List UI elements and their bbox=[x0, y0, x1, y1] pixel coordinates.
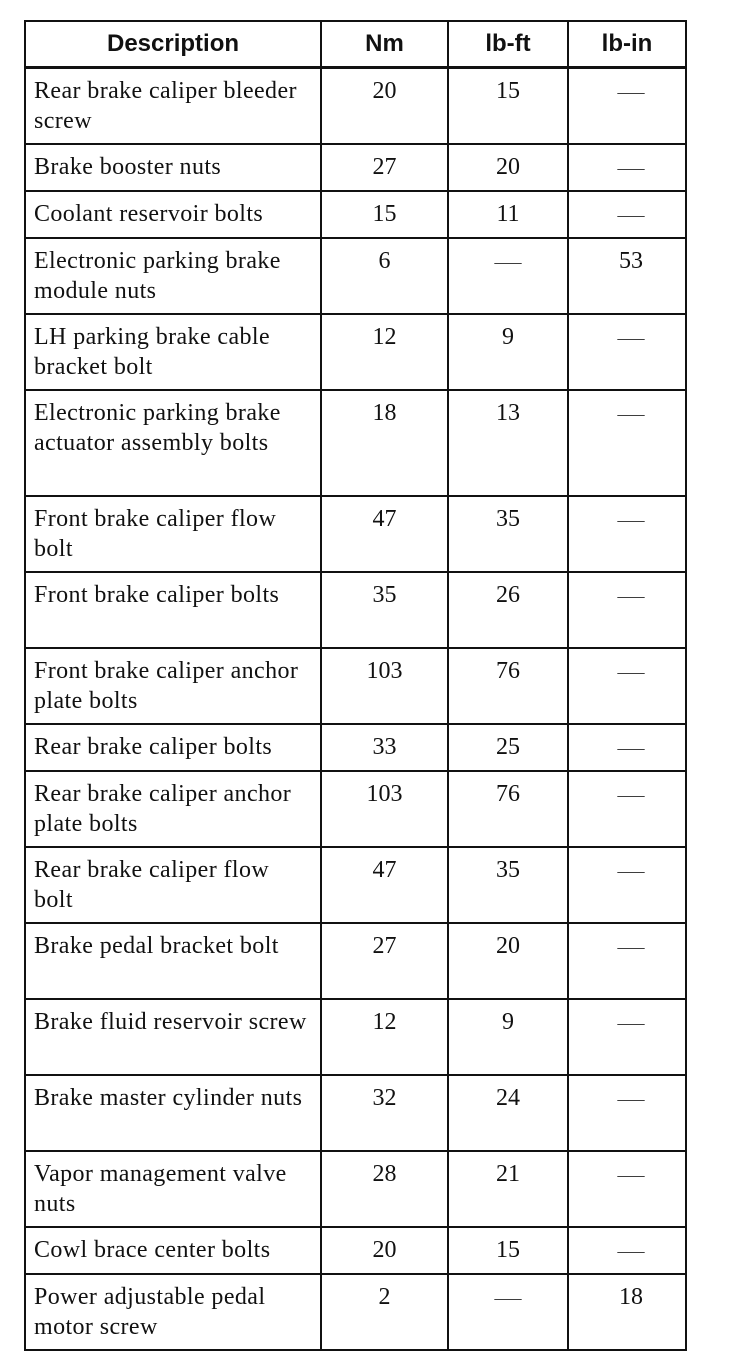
row-lbft: 76 bbox=[448, 771, 568, 847]
row-nm: 18 bbox=[321, 390, 448, 496]
row-lbin-value: — bbox=[617, 328, 645, 348]
row-description: Brake fluid reservoir screw bbox=[25, 999, 321, 1075]
row-lbft: 35 bbox=[448, 847, 568, 923]
row-nm: 103 bbox=[321, 771, 448, 847]
row-lbin bbox=[568, 648, 686, 724]
row-description: Electronic parking brake actuator assembly bolts bbox=[25, 390, 321, 496]
row-lbin bbox=[568, 999, 686, 1075]
row-lbft: 13 bbox=[448, 390, 568, 496]
row-description: Brake booster nuts bbox=[25, 144, 321, 191]
row-lbft: 76 bbox=[448, 648, 568, 724]
row-lbin bbox=[568, 191, 686, 238]
table-row bbox=[25, 1151, 686, 1227]
row-lbin-value: — bbox=[617, 82, 645, 102]
table-row bbox=[25, 648, 686, 724]
row-lbft bbox=[448, 238, 568, 314]
row-description: Vapor management valve nuts bbox=[25, 1151, 321, 1227]
row-description: Electronic parking brake module nuts bbox=[25, 238, 321, 314]
row-description: Front brake caliper flow bolt bbox=[25, 496, 321, 572]
header-lbft: lb-ft bbox=[448, 21, 568, 68]
table-row bbox=[25, 1075, 686, 1151]
row-lbin bbox=[568, 1151, 686, 1227]
row-lbft: 9 bbox=[448, 314, 568, 390]
row-nm: 6 bbox=[321, 238, 448, 314]
row-lbin bbox=[568, 144, 686, 191]
row-lbin-value: — bbox=[617, 510, 645, 530]
torque-spec-table bbox=[24, 20, 687, 1351]
table-row bbox=[25, 847, 686, 923]
table-row bbox=[25, 999, 686, 1075]
row-lbft: 20 bbox=[448, 923, 568, 999]
table-header-row bbox=[25, 21, 686, 68]
table-row bbox=[25, 572, 686, 648]
row-description: Coolant reservoir bolts bbox=[25, 191, 321, 238]
row-nm: 12 bbox=[321, 314, 448, 390]
row-lbin bbox=[568, 1075, 686, 1151]
table-row bbox=[25, 1227, 686, 1274]
row-nm: 12 bbox=[321, 999, 448, 1075]
row-nm: 20 bbox=[321, 1227, 448, 1274]
row-lbin bbox=[568, 847, 686, 923]
row-lbin-value: — bbox=[617, 205, 645, 225]
row-lbin bbox=[568, 1227, 686, 1274]
row-lbin bbox=[568, 923, 686, 999]
row-lbin bbox=[568, 771, 686, 847]
row-description: Front brake caliper anchor plate bolts bbox=[25, 648, 321, 724]
row-description: Power adjustable pedal motor screw bbox=[25, 1274, 321, 1350]
row-lbft: 35 bbox=[448, 496, 568, 572]
row-lbin bbox=[568, 390, 686, 496]
row-lbin bbox=[568, 314, 686, 390]
row-lbin-value: — bbox=[617, 158, 645, 178]
row-lbft: 24 bbox=[448, 1075, 568, 1151]
row-lbft: 21 bbox=[448, 1151, 568, 1227]
row-description: Cowl brace center bolts bbox=[25, 1227, 321, 1274]
row-lbin bbox=[568, 68, 686, 145]
row-lbin bbox=[568, 496, 686, 572]
table-row bbox=[25, 771, 686, 847]
row-lbin-value: — bbox=[617, 662, 645, 682]
row-lbin-value: — bbox=[617, 738, 645, 758]
row-nm: 32 bbox=[321, 1075, 448, 1151]
table-row bbox=[25, 144, 686, 191]
row-lbft bbox=[448, 1274, 568, 1350]
table-row bbox=[25, 1274, 686, 1350]
row-nm: 28 bbox=[321, 1151, 448, 1227]
row-description: Rear brake caliper bleeder screw bbox=[25, 68, 321, 145]
row-lbft: 15 bbox=[448, 1227, 568, 1274]
row-lbin: 18 bbox=[568, 1274, 686, 1350]
row-lbin-value: — bbox=[617, 1013, 645, 1033]
row-lbft-value: — bbox=[494, 252, 522, 272]
table-row bbox=[25, 314, 686, 390]
row-lbin-value: — bbox=[617, 1165, 645, 1185]
row-nm: 27 bbox=[321, 923, 448, 999]
row-lbft-value: — bbox=[494, 1288, 522, 1308]
row-lbin-value: — bbox=[617, 785, 645, 805]
table-row bbox=[25, 496, 686, 572]
header-nm: Nm bbox=[321, 21, 448, 68]
row-nm: 47 bbox=[321, 847, 448, 923]
row-lbft: 11 bbox=[448, 191, 568, 238]
row-lbft: 9 bbox=[448, 999, 568, 1075]
table-row bbox=[25, 68, 686, 145]
row-lbin-value: — bbox=[617, 404, 645, 424]
row-nm: 33 bbox=[321, 724, 448, 771]
row-lbin bbox=[568, 572, 686, 648]
table-row bbox=[25, 390, 686, 496]
table-row bbox=[25, 238, 686, 314]
row-lbin-value: — bbox=[617, 1089, 645, 1109]
row-description: Brake pedal bracket bolt bbox=[25, 923, 321, 999]
row-description: LH parking brake cable bracket bolt bbox=[25, 314, 321, 390]
row-description: Rear brake caliper bolts bbox=[25, 724, 321, 771]
row-description: Rear brake caliper anchor plate bolts bbox=[25, 771, 321, 847]
row-nm: 103 bbox=[321, 648, 448, 724]
table-row bbox=[25, 724, 686, 771]
row-lbft: 15 bbox=[448, 68, 568, 145]
row-lbin bbox=[568, 724, 686, 771]
row-lbin-value: — bbox=[617, 1241, 645, 1261]
row-lbin-value: — bbox=[617, 586, 645, 606]
row-nm: 20 bbox=[321, 68, 448, 145]
row-lbin: 53 bbox=[568, 238, 686, 314]
row-nm: 2 bbox=[321, 1274, 448, 1350]
row-lbft: 25 bbox=[448, 724, 568, 771]
header-description: Description bbox=[25, 21, 321, 68]
row-lbft: 26 bbox=[448, 572, 568, 648]
torque-spec-sheet bbox=[24, 20, 685, 1351]
row-lbin-value: — bbox=[617, 937, 645, 957]
row-nm: 27 bbox=[321, 144, 448, 191]
row-nm: 35 bbox=[321, 572, 448, 648]
row-nm: 47 bbox=[321, 496, 448, 572]
row-description: Rear brake caliper flow bolt bbox=[25, 847, 321, 923]
row-lbin-value: — bbox=[617, 861, 645, 881]
table-row bbox=[25, 923, 686, 999]
header-lbin: lb-in bbox=[568, 21, 686, 68]
row-nm: 15 bbox=[321, 191, 448, 238]
row-description: Front brake caliper bolts bbox=[25, 572, 321, 648]
row-lbft: 20 bbox=[448, 144, 568, 191]
row-description: Brake master cylinder nuts bbox=[25, 1075, 321, 1151]
table-row bbox=[25, 191, 686, 238]
